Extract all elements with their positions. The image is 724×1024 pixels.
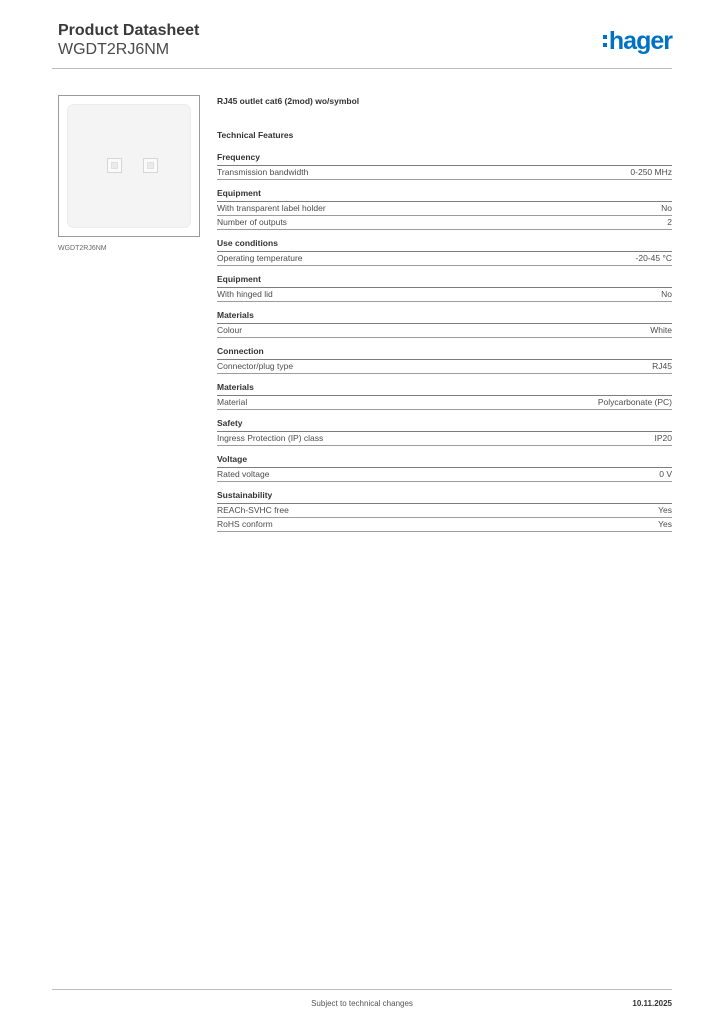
spec-row <box>217 504 672 518</box>
group-title: Materials <box>217 382 672 396</box>
spec-value: RJ45 <box>652 361 672 371</box>
spec-label: Transmission bandwidth <box>217 167 309 177</box>
spec-group <box>217 152 672 180</box>
spec-value: Polycarbonate (PC) <box>597 397 672 407</box>
spec-value: 0 V <box>659 469 672 479</box>
spec-value: -20-45 °C <box>635 253 672 263</box>
spec-label: Operating temperature <box>217 253 303 263</box>
group-title: Materials <box>217 310 672 324</box>
group-title: Equipment <box>217 274 672 288</box>
spec-label: Ingress Protection (IP) class <box>217 433 324 443</box>
spec-label: Material <box>217 397 248 407</box>
spec-label: Colour <box>217 325 243 335</box>
group-title: Frequency <box>217 152 672 166</box>
spec-group <box>217 382 672 410</box>
spec-group <box>217 274 672 302</box>
document-title: Product Datasheet <box>58 22 200 39</box>
spec-label: Rated voltage <box>217 469 270 479</box>
spec-row <box>217 288 672 302</box>
spec-row <box>217 202 672 216</box>
spec-group <box>217 454 672 482</box>
group-title: Voltage <box>217 454 672 468</box>
group-title: Connection <box>217 346 672 360</box>
group-title: Safety <box>217 418 672 432</box>
rj45-double-outlet-icon <box>67 104 191 228</box>
header-divider <box>52 68 672 69</box>
product-name: RJ45 outlet cat6 (2mod) wo/symbol <box>217 96 360 106</box>
spec-row <box>217 252 672 266</box>
document-header <box>58 22 199 59</box>
logo-text: hager <box>608 27 672 55</box>
spec-group <box>217 188 672 230</box>
footer-divider <box>52 989 672 990</box>
spec-row <box>217 518 672 532</box>
spec-value: IP20 <box>654 433 672 443</box>
spec-content <box>217 96 672 532</box>
spec-value: 0-250 MHz <box>630 167 672 177</box>
footer-note: Subject to technical changes <box>311 999 413 1008</box>
spec-row <box>217 216 672 230</box>
section-title: Technical Features <box>217 130 294 140</box>
spec-row <box>217 396 672 410</box>
group-title: Sustainability <box>217 490 672 504</box>
spec-group <box>217 238 672 266</box>
spec-label: Number of outputs <box>217 217 287 227</box>
group-title: Use conditions <box>217 238 672 252</box>
rj45-port-icon <box>107 158 122 173</box>
spec-row <box>217 360 672 374</box>
spec-row <box>217 324 672 338</box>
spec-group <box>217 346 672 374</box>
spec-row <box>217 432 672 446</box>
spec-label: RoHS conform <box>217 519 273 529</box>
rj45-port-icon <box>143 158 158 173</box>
spec-value: 2 <box>667 217 672 227</box>
image-caption: WGDT2RJ6NM <box>58 245 107 252</box>
spec-value: No <box>661 289 672 299</box>
spec-group <box>217 490 672 532</box>
spec-label: With transparent label holder <box>217 203 326 213</box>
footer-date: 10.11.2025 <box>632 999 672 1008</box>
product-image <box>58 95 200 237</box>
spec-value: No <box>661 203 672 213</box>
spec-label: Connector/plug type <box>217 361 294 371</box>
spec-group <box>217 310 672 338</box>
spec-label: REACh-SVHC free <box>217 505 289 515</box>
spec-value: Yes <box>658 519 672 529</box>
spec-value: Yes <box>658 505 672 515</box>
spec-value: White <box>650 325 672 335</box>
spec-row <box>217 166 672 180</box>
spec-row <box>217 468 672 482</box>
group-title: Equipment <box>217 188 672 202</box>
logo-dots-icon <box>603 33 607 49</box>
spec-label: With hinged lid <box>217 289 273 299</box>
product-code: WGDT2RJ6NM <box>58 41 170 58</box>
spec-group <box>217 418 672 446</box>
hager-logo <box>603 28 672 54</box>
